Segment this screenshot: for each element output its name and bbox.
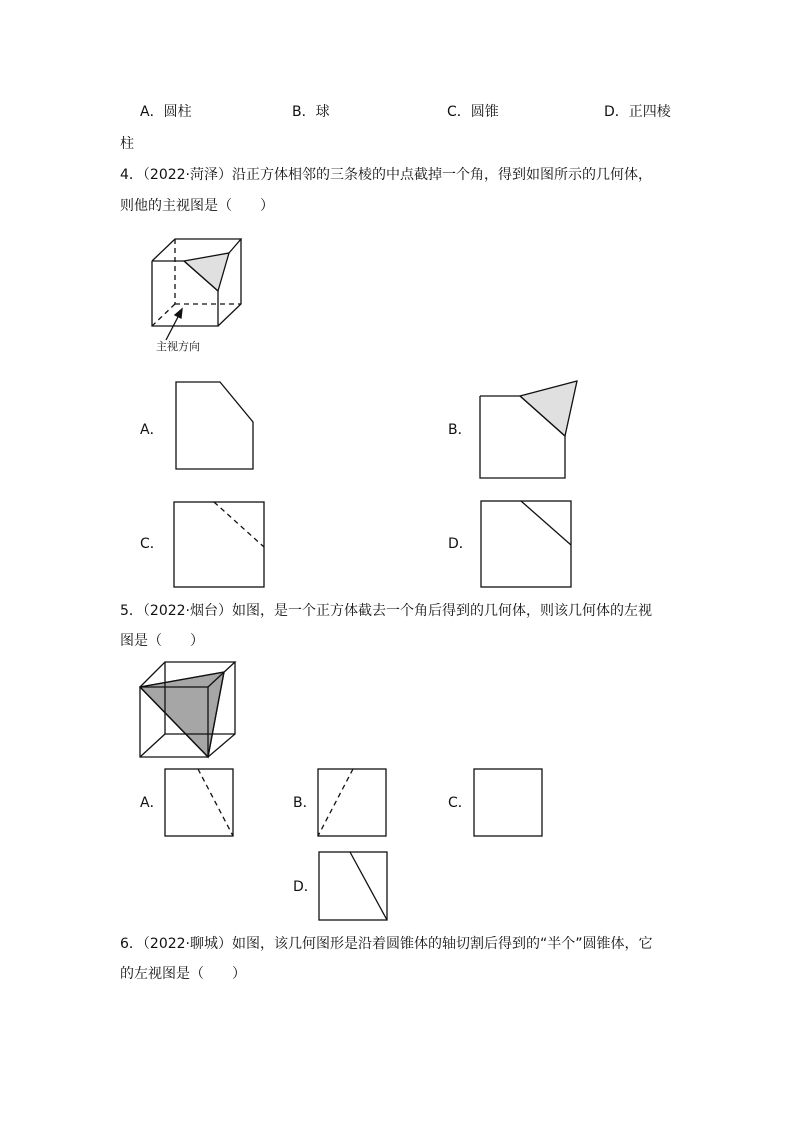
q3-option-d: D．正四棱 [604, 104, 671, 120]
q5-stem-line1: 5．（2022·烟台）如图，是一个正方体截去一个角后得到的几何体，则该几何体的左视 [120, 603, 652, 619]
q5-cube-figure [138, 660, 240, 762]
q5-option-d-figure [319, 852, 391, 924]
q4-arrow-head [175, 309, 182, 318]
q4-arrow-shaft [166, 315, 179, 340]
q5-option-a-label: A． [140, 795, 164, 811]
q5-option-c-figure [474, 769, 546, 839]
q5-option-b-figure [318, 769, 390, 839]
q4-option-a-figure [176, 382, 256, 472]
q3-option-b: B．球 [292, 104, 330, 120]
q5-option-a-dashed-edge [198, 769, 233, 836]
q3-option-d-wrap: 柱 [120, 136, 134, 152]
q4-cut-face [184, 253, 229, 291]
q5-option-d-solid-edge [350, 852, 387, 920]
q4-option-d-square [481, 501, 571, 587]
q4-stem-line1: 4．（2022·菏泽）沿正方体相邻的三条棱的中点截掉一个角，得到如图所示的几何体， [120, 167, 652, 183]
q5-option-d-square [319, 852, 387, 920]
q4-option-c-dashed-edge [214, 502, 264, 547]
q5-option-a-square [165, 769, 233, 836]
q5-stem-line2: 图是（ ） [120, 633, 204, 649]
q4-option-a-shape [176, 382, 253, 469]
q4-option-a-label: A． [140, 422, 164, 438]
q4-option-d-figure [481, 501, 573, 589]
q5-option-d-label: D． [293, 879, 318, 895]
q5-option-c-label: C． [448, 795, 472, 811]
q6-stem-line2: 的左视图是（ ） [120, 966, 246, 982]
q4-option-d-solid-edge [521, 501, 571, 545]
q5-option-a-figure [165, 769, 237, 839]
q4-option-b-label: B． [448, 422, 472, 438]
q5-hidden-diagonal [140, 734, 165, 757]
q4-view-direction-label: 主视方向 [156, 340, 200, 353]
q4-option-b-figure [480, 378, 580, 482]
q5-option-b-dashed-edge [318, 769, 353, 836]
q4-option-c-figure [174, 502, 266, 590]
q3-option-a: A．圆柱 [140, 104, 192, 120]
q5-option-c-square [474, 769, 542, 836]
q4-option-d-label: D． [448, 536, 473, 552]
q4-stem-line2: 则他的主视图是（ ） [120, 198, 274, 214]
q4-option-c-label: C． [140, 536, 164, 552]
q4-option-b-cut-face [520, 381, 577, 436]
q3-option-c: C．圆锥 [447, 104, 499, 120]
q5-option-b-square [318, 769, 386, 836]
q5-option-b-label: B． [293, 795, 317, 811]
q4-option-c-square [174, 502, 264, 587]
q6-stem-line1: 6．（2022·聊城）如图，该几何图形是沿着圆锥体的轴切割后得到的“半个”圆锥体，它 [120, 936, 653, 952]
